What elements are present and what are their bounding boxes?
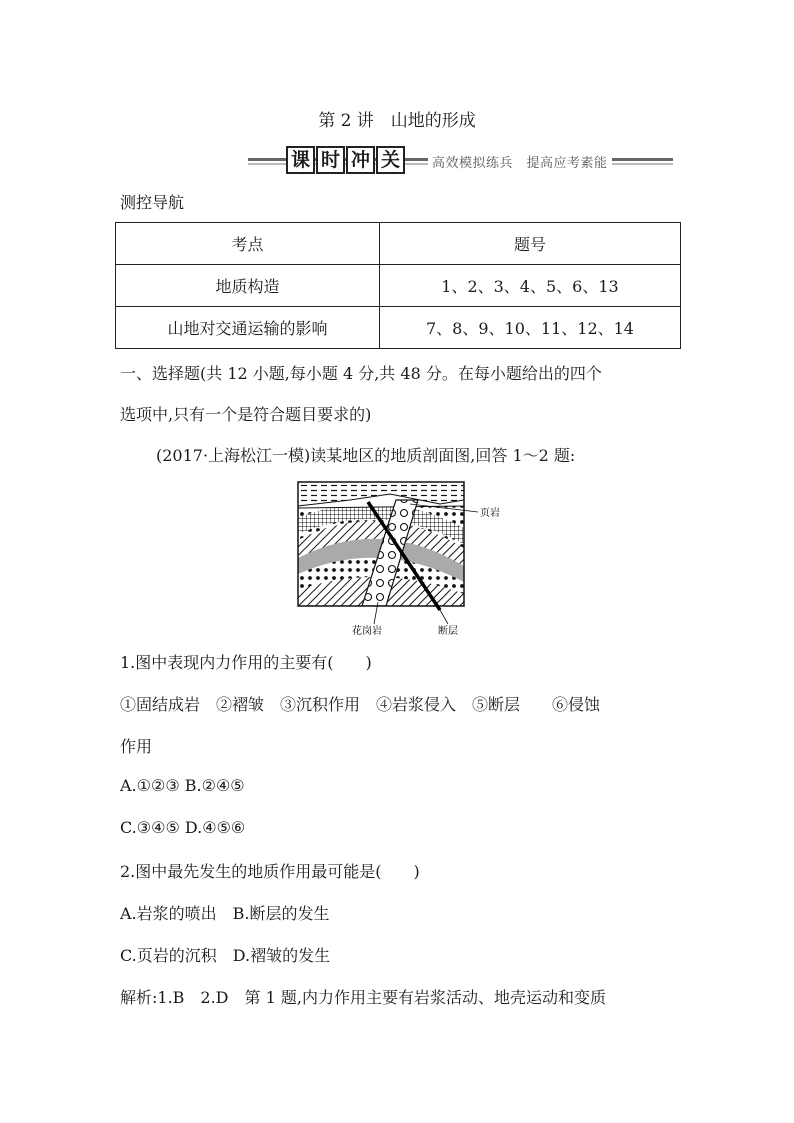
table-row xyxy=(116,265,681,307)
shale-label: 页岩 xyxy=(480,508,500,519)
table-cell: 山地对交通运输的影响 xyxy=(116,307,380,349)
geologic-cross-section xyxy=(290,478,510,638)
q1-stem: 1.图中表现内力作用的主要有( ) xyxy=(120,653,372,672)
granite-label: 花岗岩 xyxy=(352,626,382,637)
q2-stem: 2.图中最先发生的地质作用最可能是( ) xyxy=(120,862,420,881)
banner-subtitle: 高效模拟练兵 提高应考素能 xyxy=(428,152,612,171)
table-cell: 地质构造 xyxy=(116,265,380,307)
page-title: 第 2 讲 山地的形成 xyxy=(318,111,476,131)
q1-choices-ab: A.①②③ B.②④⑤ xyxy=(120,776,245,795)
banner-char-1: 课 xyxy=(286,146,315,174)
table-header-row xyxy=(116,223,681,265)
banner-char-2: 时 xyxy=(316,146,345,174)
table-header-cell: 考点 xyxy=(116,223,380,265)
analysis-text: 解析:1.B 2.D 第 1 题,内力作用主要有岩浆活动、地壳运动和变质 xyxy=(120,988,606,1007)
table-cell: 1、2、3、4、5、6、13 xyxy=(380,265,681,307)
section-instruction-line2: 选项中,只有一个是符合题目要求的) xyxy=(120,405,372,424)
table-row xyxy=(116,307,681,349)
table-header-cell: 题号 xyxy=(380,223,681,265)
banner-char-4: 关 xyxy=(376,146,405,174)
exam-point-table xyxy=(115,222,681,349)
q1-options-line1: ①固结成岩 ②褶皱 ③沉积作用 ④岩浆侵入 ⑤断层 ⑥侵蚀 xyxy=(120,695,601,714)
q1-options-line2: 作用 xyxy=(120,737,153,756)
q2-choices-cd: C.页岩的沉积 D.褶皱的发生 xyxy=(120,946,331,965)
fault-label: 断层 xyxy=(438,626,458,637)
nav-heading: 测控导航 xyxy=(120,193,185,212)
question-intro: (2017·上海松江一模)读某地区的地质剖面图,回答 1～2 题: xyxy=(156,446,576,465)
q2-choices-ab: A.岩浆的喷出 B.断层的发生 xyxy=(120,904,330,923)
banner-char-3: 冲 xyxy=(346,146,375,174)
section-instruction-line1: 一、选择题(共 12 小题,每小题 4 分,共 48 分。在每小题给出的四个 xyxy=(120,364,602,383)
course-banner xyxy=(248,146,673,172)
q1-choices-cd: C.③④⑤ D.④⑤⑥ xyxy=(120,818,246,837)
table-cell: 7、8、9、10、11、12、14 xyxy=(380,307,681,349)
